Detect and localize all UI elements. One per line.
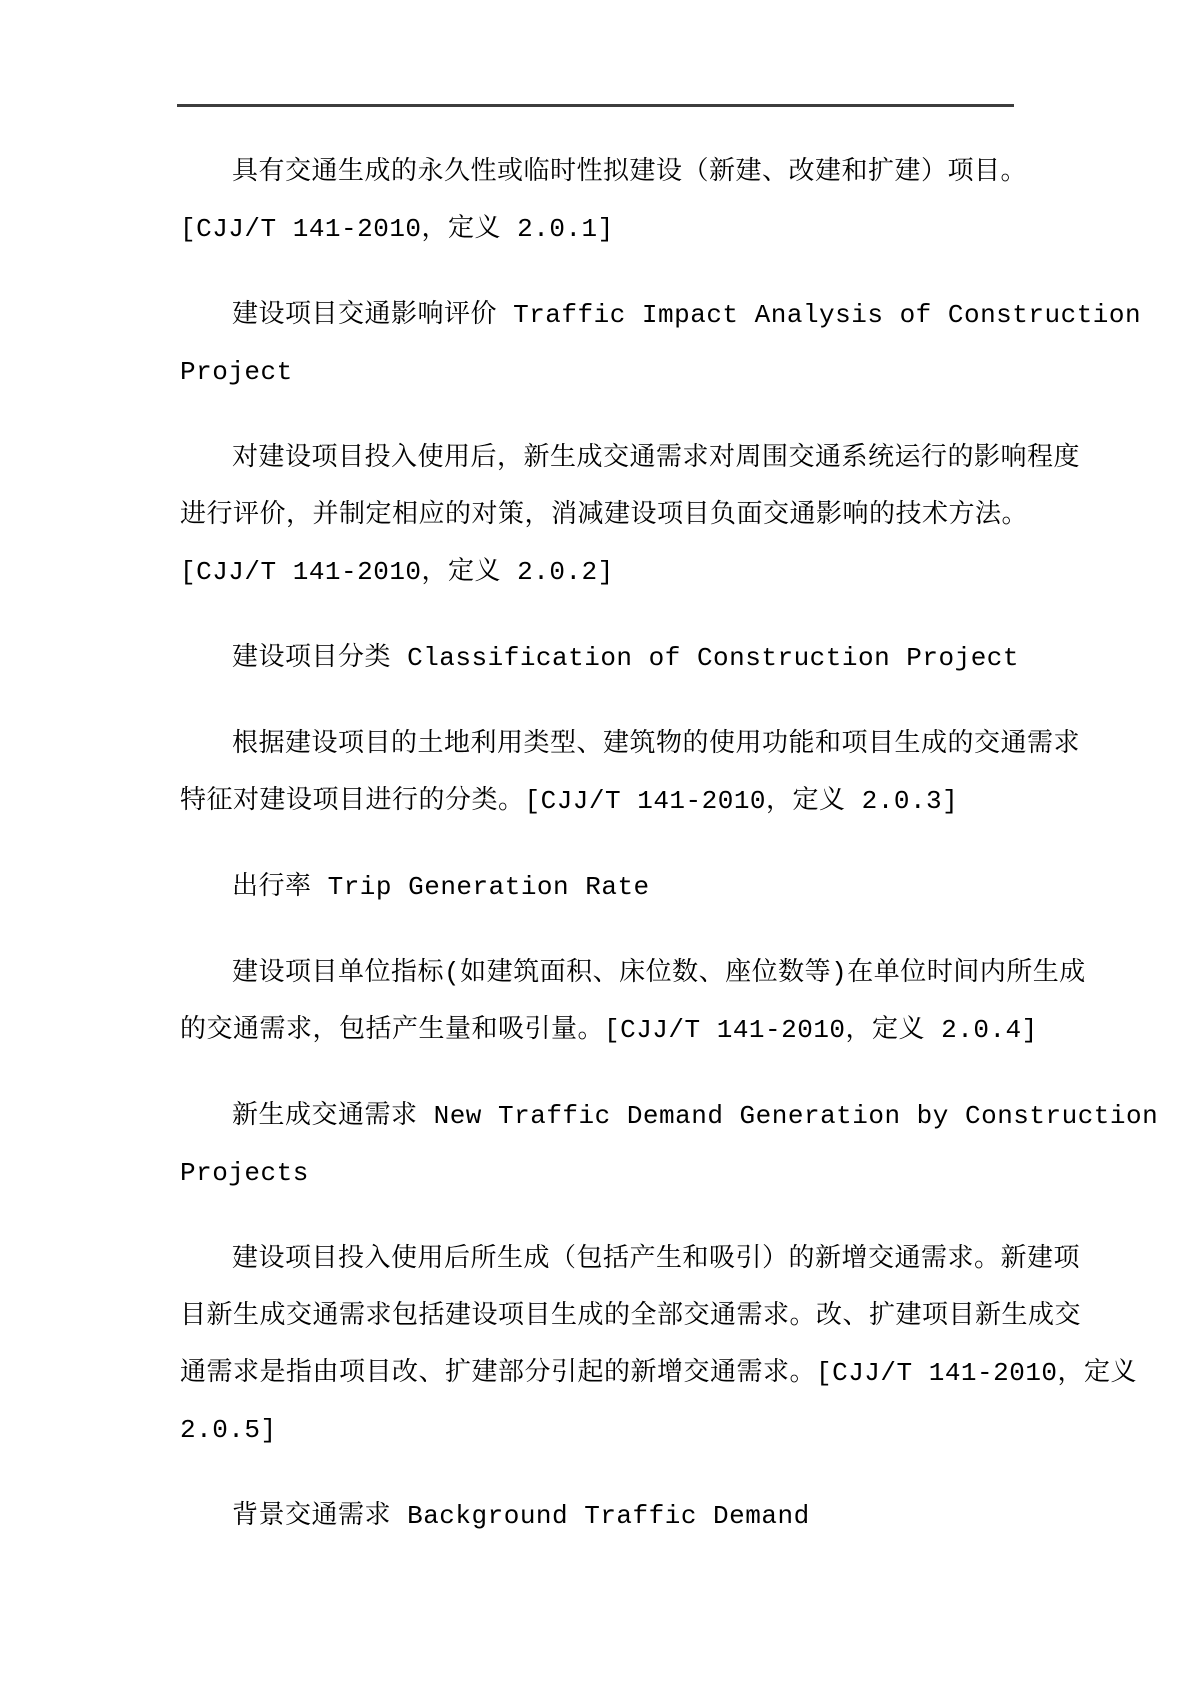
paragraph bbox=[180, 1088, 1159, 1202]
text-line: 建设项目单位指标(如建筑面积、床位数、座位数等)在单位时间内所生成 bbox=[232, 958, 1086, 988]
text-line: 2.0.5] bbox=[180, 1415, 277, 1445]
paragraph bbox=[180, 859, 1050, 916]
paragraph bbox=[180, 430, 1081, 601]
text-line: [CJJ/T 141-2010，定义 2.0.1] bbox=[180, 214, 614, 244]
text-line: 建设项目交通影响评价 Traffic Impact Analysis of Construction bbox=[232, 300, 1142, 330]
paragraph bbox=[180, 1488, 1050, 1545]
paragraph bbox=[180, 630, 1050, 687]
paragraph bbox=[180, 716, 1081, 830]
text-line: 进行评价，并制定相应的对策，消减建设项目负面交通影响的技术方法。 bbox=[180, 500, 1029, 530]
paragraph bbox=[180, 287, 1142, 401]
text-line: 目新生成交通需求包括建设项目生成的全部交通需求。改、扩建项目新生成交 bbox=[180, 1301, 1082, 1331]
text-line: Project bbox=[180, 357, 293, 387]
text-line: [CJJ/T 141-2010，定义 2.0.2] bbox=[180, 557, 614, 587]
paragraph bbox=[180, 144, 1050, 258]
text-line: Projects bbox=[180, 1158, 309, 1188]
text-line: 新生成交通需求 New Traffic Demand Generation by Construction bbox=[232, 1101, 1159, 1131]
text-line: 背景交通需求 Background Traffic Demand bbox=[232, 1501, 810, 1531]
text-line: 的交通需求，包括产生量和吸引量。[CJJ/T 141-2010，定义 2.0.4] bbox=[180, 1015, 1038, 1045]
paragraph bbox=[180, 945, 1086, 1059]
document-body bbox=[180, 144, 1159, 1574]
text-line: 具有交通生成的永久性或临时性拟建设（新建、改建和扩建）项目。 bbox=[232, 157, 1028, 187]
text-line: 建设项目分类 Classification of Construction Project bbox=[232, 643, 1019, 673]
text-line: 通需求是指由项目改、扩建部分引起的新增交通需求。[CJJ/T 141-2010，定义 bbox=[180, 1358, 1138, 1388]
text-line: 出行率 Trip Generation Rate bbox=[232, 872, 650, 902]
text-line: 对建设项目投入使用后，新生成交通需求对周围交通系统运行的影响程度 bbox=[232, 443, 1081, 473]
text-line: 特征对建设项目进行的分类。[CJJ/T 141-2010，定义 2.0.3] bbox=[180, 786, 959, 816]
text-line: 建设项目投入使用后所生成（包括产生和吸引）的新增交通需求。新建项 bbox=[232, 1244, 1081, 1274]
header-divider-rule bbox=[177, 104, 1014, 107]
paragraph bbox=[180, 1231, 1138, 1459]
text-line: 根据建设项目的土地利用类型、建筑物的使用功能和项目生成的交通需求 bbox=[232, 729, 1081, 759]
